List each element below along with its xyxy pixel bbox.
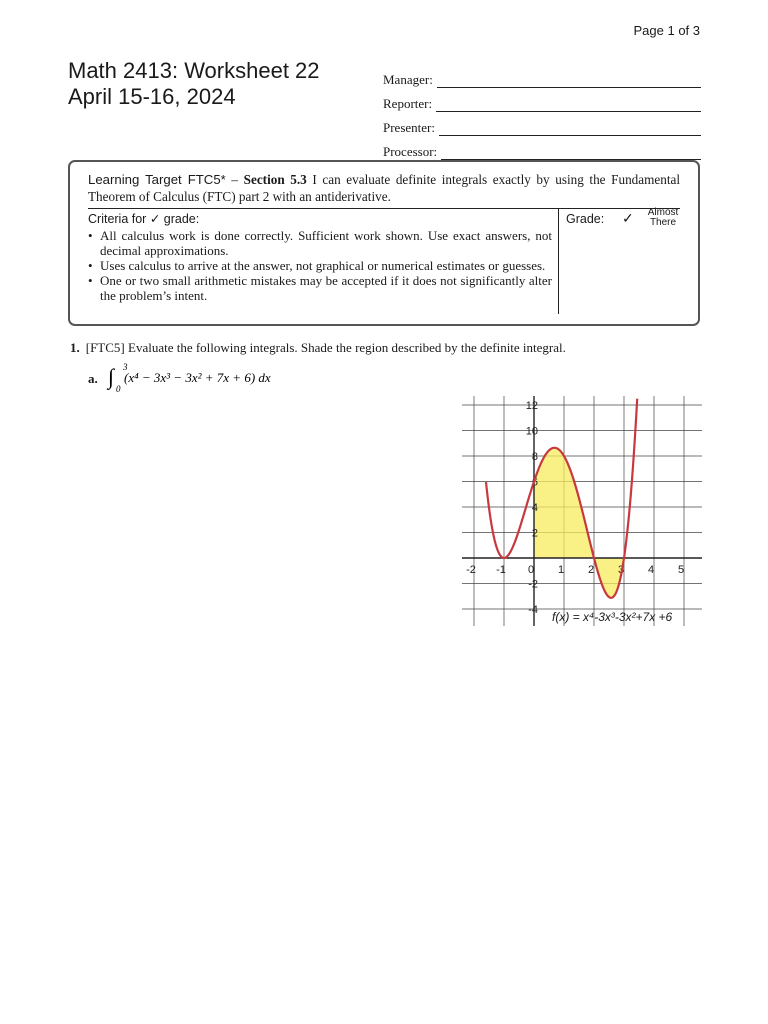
learning-target-box	[68, 160, 700, 326]
shaded-area	[531, 448, 624, 598]
learning-target-label: Learning Target FTC5*	[88, 172, 226, 187]
role-label: Manager:	[383, 72, 433, 87]
integral-sign: ∫	[108, 364, 115, 389]
bullet-icon: •	[88, 273, 93, 288]
x-tick-label: 0	[527, 564, 535, 576]
grade-label: Grade:	[566, 212, 605, 226]
x-tick-label: 3	[617, 564, 625, 576]
bullet-icon: •	[88, 258, 93, 273]
criteria-list	[88, 228, 552, 303]
section-label: Section 5.3	[243, 172, 307, 187]
problem-1	[70, 340, 566, 356]
criteria-item	[88, 273, 552, 303]
role-fields	[383, 64, 701, 160]
role-blank-line[interactable]	[441, 145, 701, 160]
criteria-section	[88, 212, 552, 303]
almost-there-label	[642, 208, 684, 228]
title-line-1: Math 2413: Worksheet 22	[68, 58, 320, 83]
y-tick-label: 8	[531, 451, 538, 463]
y-tick-label: 2	[531, 527, 538, 540]
criteria-item-text: All calculus work is done correctly. Sufficient work shown. Use exact answers, not decimal approximations.	[100, 228, 552, 258]
part-label: a.	[88, 371, 98, 386]
role-row-manager	[383, 64, 701, 88]
x-tick-label: -1	[496, 564, 506, 576]
integrand: (x⁴ − 3x³ − 3x² + 7x + 6) dx	[124, 370, 271, 385]
criteria-item	[88, 258, 552, 273]
y-tick-label: 6	[531, 476, 538, 489]
upper-limit: 3	[123, 362, 128, 372]
learning-target-text	[88, 171, 680, 205]
x-tick-label: 4	[647, 564, 655, 576]
x-tick-label: 5	[677, 564, 685, 576]
role-row-processor	[383, 136, 701, 160]
role-row-reporter	[383, 88, 701, 112]
role-label: Processor:	[383, 144, 438, 159]
worksheet-title	[68, 58, 320, 110]
y-tick-label: -4	[528, 604, 538, 616]
page-number: Page 1 of 3	[633, 23, 700, 38]
role-row-presenter	[383, 112, 701, 136]
there-line: There	[649, 217, 677, 228]
role-label: Reporter:	[383, 96, 433, 111]
x-tick-label: 1	[557, 564, 565, 576]
shaded-region	[531, 448, 624, 598]
lower-limit: 0	[116, 384, 121, 394]
x-tick-label: -2	[466, 564, 476, 576]
x-tick-label: 2	[587, 564, 595, 576]
problem-text: [FTC5] Evaluate the following integrals. Shade the region described by the definite integral.	[85, 340, 566, 355]
criteria-heading: Criteria for ✓ grade:	[88, 212, 200, 226]
almost-line: Almost	[647, 207, 679, 218]
y-tick-label: 12	[525, 400, 538, 412]
y-tick-label: -2	[528, 578, 538, 591]
criteria-item-text: Uses calculus to arrive at the answer, not graphical or numerical estimates or guesses.	[100, 258, 546, 273]
function-label: f(x) = x⁴-3x³-3x²+7x +6	[552, 610, 673, 624]
role-blank-line[interactable]	[437, 73, 701, 88]
role-blank-line[interactable]	[439, 121, 701, 136]
learning-target-description: I can evaluate definite integrals exactly by using the Fundamental Theorem of Calculus (FTC) part 2 with an antiderivative.	[88, 172, 681, 204]
role-label: Presenter:	[383, 120, 435, 135]
integral-expression	[102, 362, 382, 396]
learning-target-dash: –	[225, 172, 244, 187]
title-line-2: April 15-16, 2024	[68, 84, 236, 109]
divider	[88, 208, 680, 209]
divider	[558, 208, 559, 314]
y-tick-label: 10	[525, 425, 538, 438]
criteria-item	[88, 228, 552, 258]
bullet-icon: •	[88, 228, 93, 243]
problem-number: 1.	[70, 340, 80, 355]
criteria-item-text: One or two small arithmetic mistakes may be accepted if it does not significantly alter the problem’s intent.	[100, 273, 552, 303]
part-a	[88, 362, 388, 402]
y-tick-label: 4	[531, 502, 538, 514]
function-graph	[462, 392, 702, 630]
role-blank-line[interactable]	[436, 97, 701, 112]
check-icon: ✓	[622, 212, 634, 227]
